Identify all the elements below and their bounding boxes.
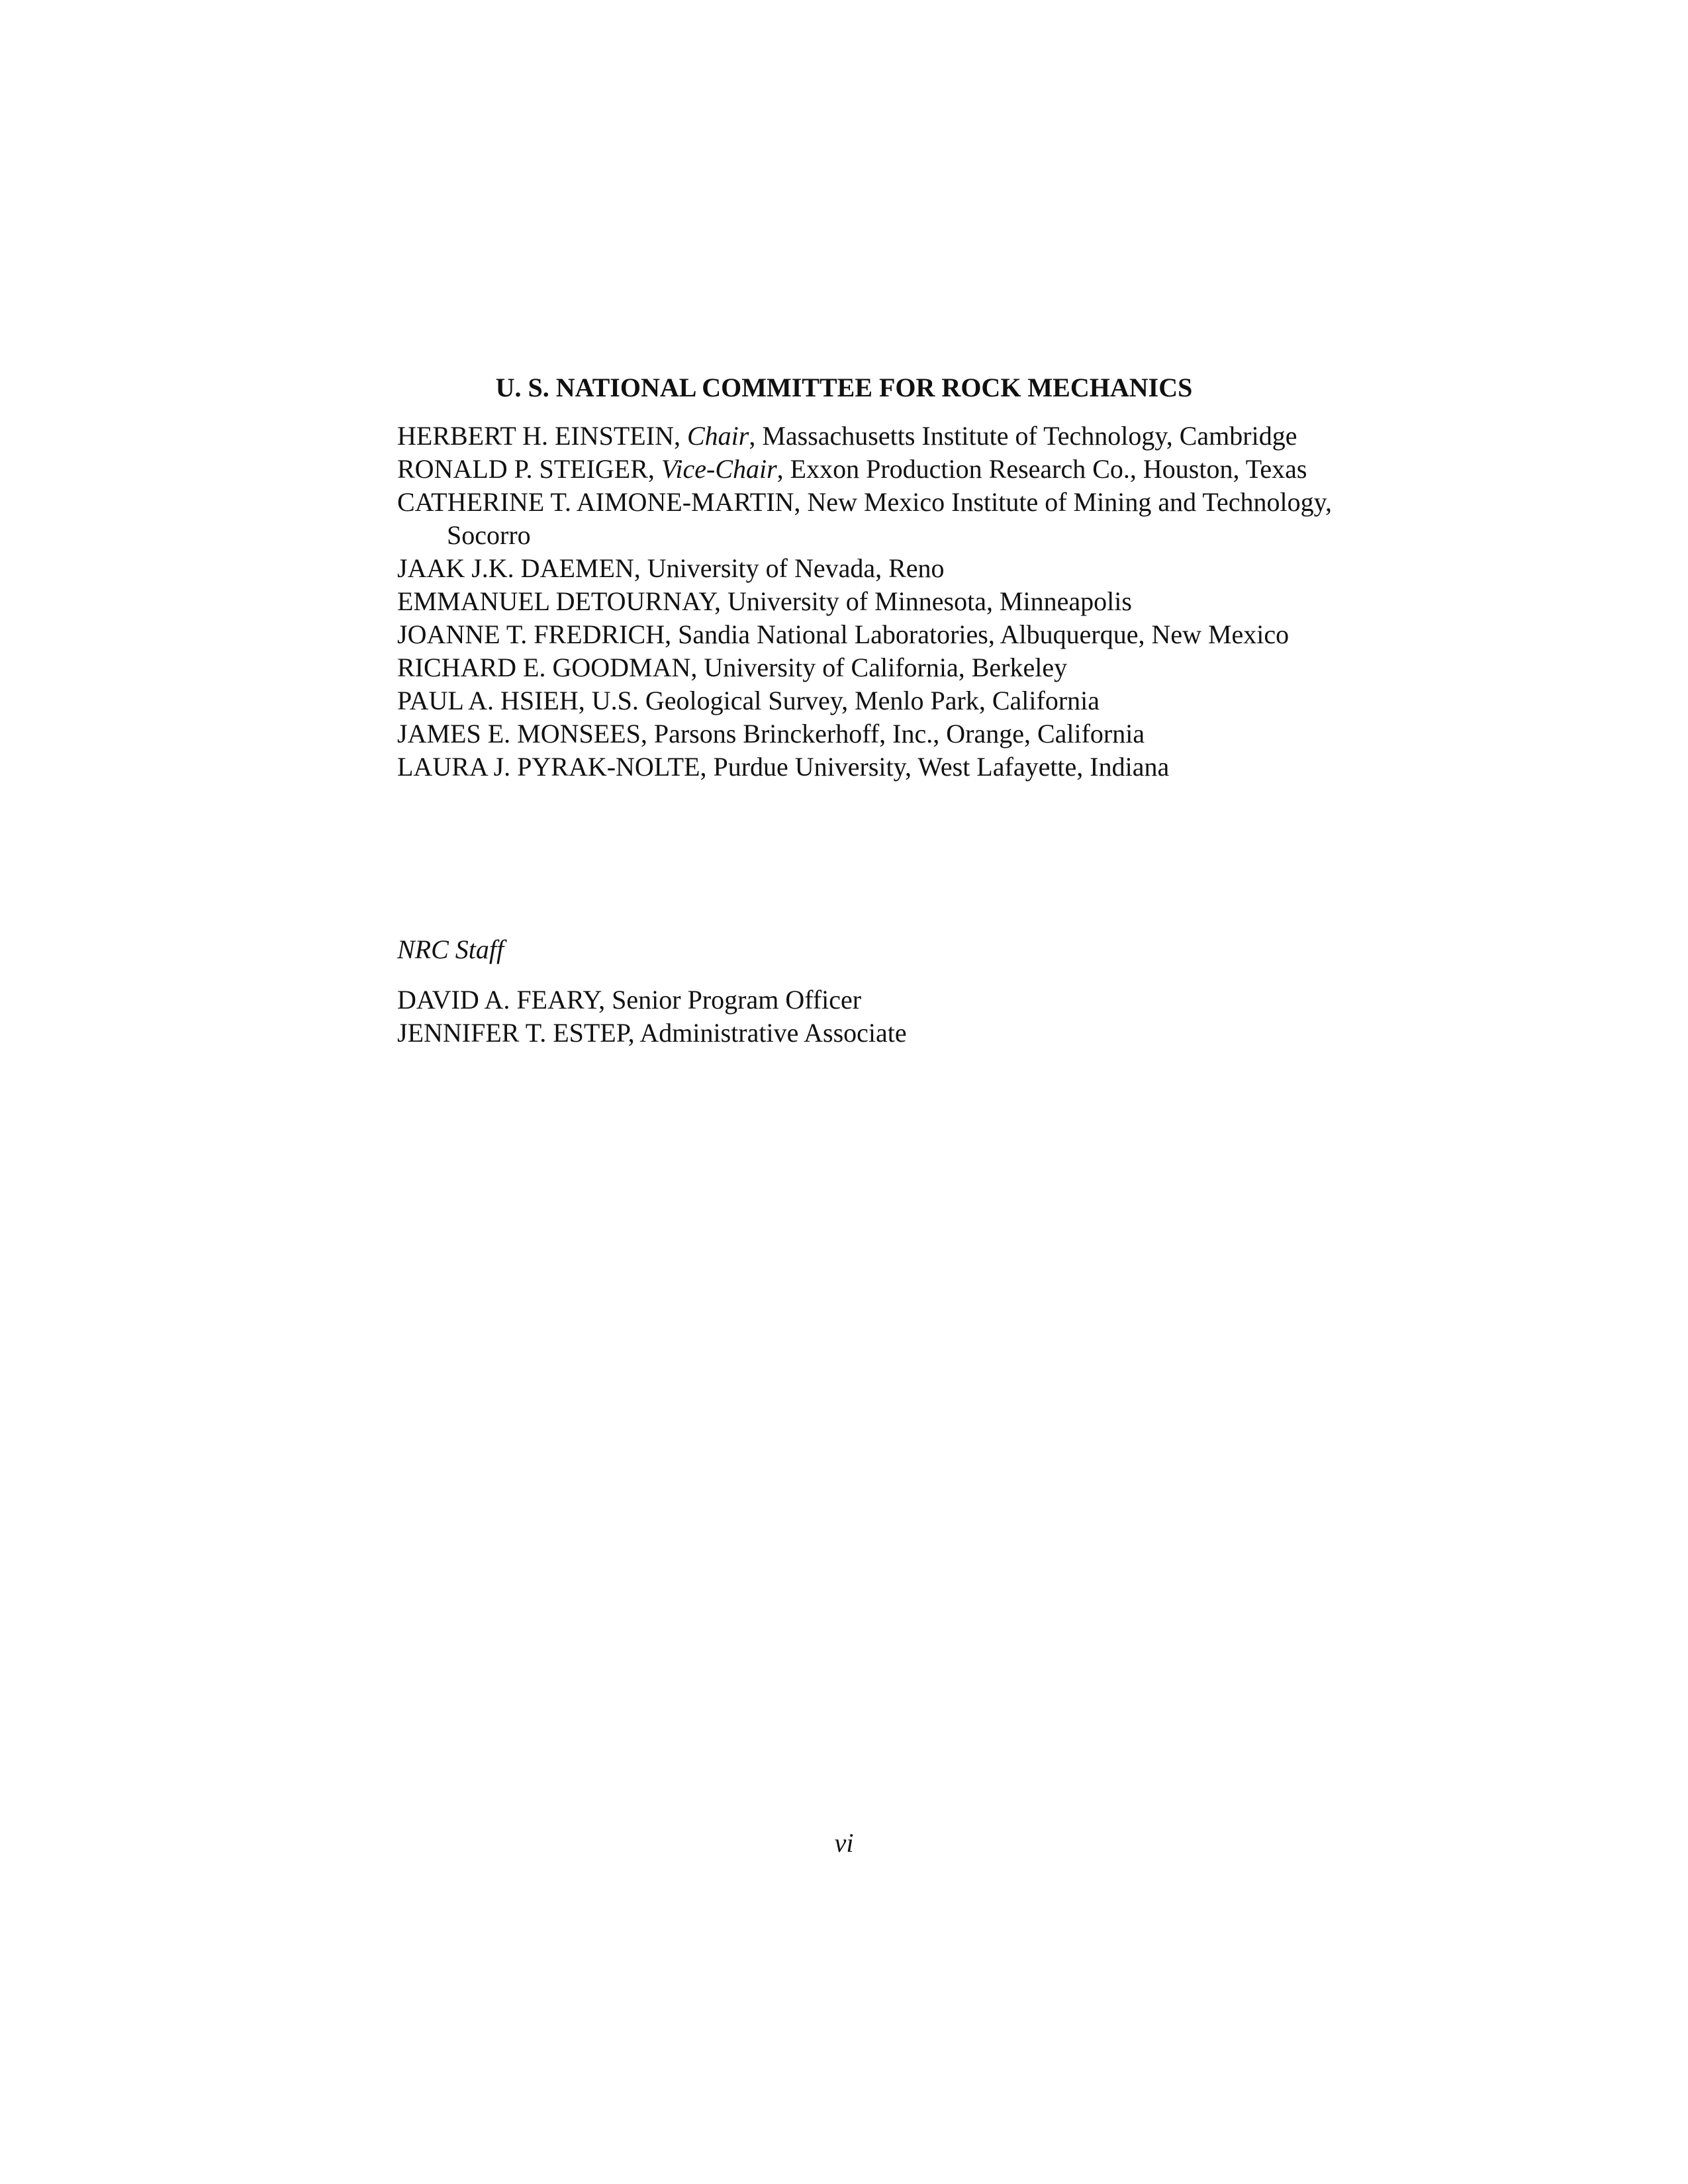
member-name: JOANNE T. FREDRICH: [397, 619, 665, 649]
member-affiliation: University of Nevada, Reno: [647, 553, 945, 583]
member-entry: RONALD P. STEIGER, Vice-Chair, Exxon Production Research Co., Houston, Texas: [397, 454, 1307, 484]
member-affiliation: U.S. Geological Survey, Menlo Park, California: [591, 686, 1100, 715]
member-affiliation: University of California, Berkeley: [704, 653, 1068, 682]
staff-name: DAVID A. FEARY: [397, 985, 599, 1015]
member-affiliation: Exxon Production Research Co., Houston, Texas: [790, 454, 1307, 484]
member-affiliation: University of Minnesota, Minneapolis: [727, 586, 1132, 616]
staff-title: Senior Program Officer: [612, 985, 862, 1015]
page-number: vi: [834, 1828, 854, 1858]
member-affiliation: Purdue University, West Lafayette, Indiana: [713, 752, 1170, 782]
member-name: RICHARD E. GOODMAN: [397, 653, 691, 682]
member-role: Vice-Chair: [661, 454, 777, 484]
member-name: HERBERT H. EINSTEIN: [397, 421, 674, 451]
staff-entry: DAVID A. FEARY, Senior Program Officer: [397, 985, 862, 1015]
member-entry: EMMANUEL DETOURNAY, University of Minnesota, Minneapolis: [397, 586, 1132, 616]
member-entry: RICHARD E. GOODMAN, University of California, Berkeley: [397, 653, 1068, 682]
staff-title: Administrative Associate: [639, 1018, 907, 1048]
member-entry: HERBERT H. EINSTEIN, Chair, Massachusetts Institute of Technology, Cambridge: [397, 421, 1297, 451]
staff-entry: JENNIFER T. ESTEP, Administrative Associate: [397, 1018, 907, 1048]
member-entry: LAURA J. PYRAK-NOLTE, Purdue University, West Lafayette, Indiana: [397, 752, 1170, 782]
member-role: Chair: [686, 421, 749, 451]
staff-heading: NRC Staff: [397, 934, 504, 964]
member-entry: PAUL A. HSIEH, U.S. Geological Survey, Menlo Park, California: [397, 686, 1100, 715]
member-entry: JAAK J.K. DAEMEN, University of Nevada, Reno: [397, 553, 945, 583]
member-entry: JAMES E. MONSEES, Parsons Brinckerhoff, Inc., Orange, California: [397, 719, 1145, 749]
member-name: CATHERINE T. AIMONE-MARTIN: [397, 487, 794, 517]
member-affiliation: Massachusetts Institute of Technology, Cambridge: [762, 421, 1297, 451]
member-affiliation: Parsons Brinckerhoff, Inc., Orange, California: [653, 719, 1145, 749]
member-affiliation: Sandia National Laboratories, Albuquerque, New Mexico: [678, 619, 1289, 649]
member-name: JAAK J.K. DAEMEN: [397, 553, 634, 583]
member-name: JAMES E. MONSEES: [397, 719, 641, 749]
member-entry: CATHERINE T. AIMONE-MARTIN, New Mexico Institute of Mining and Technology, Socorro: [397, 487, 1333, 550]
member-name: LAURA J. PYRAK-NOLTE: [397, 752, 700, 782]
member-name: PAUL A. HSIEH: [397, 686, 579, 715]
member-name: RONALD P. STEIGER: [397, 454, 648, 484]
member-list: [397, 420, 1350, 784]
staff-name: JENNIFER T. ESTEP: [397, 1018, 628, 1048]
member-entry: JOANNE T. FREDRICH, Sandia National Laboratories, Albuquerque, New Mexico: [397, 619, 1289, 649]
member-affiliation: New Mexico Institute of Mining and Technology, Socorro: [447, 487, 1333, 550]
committee-title: U. S. NATIONAL COMMITTEE FOR ROCK MECHANICS: [495, 373, 1193, 402]
member-name: EMMANUEL DETOURNAY: [397, 586, 714, 616]
staff-list: [397, 983, 1350, 1050]
